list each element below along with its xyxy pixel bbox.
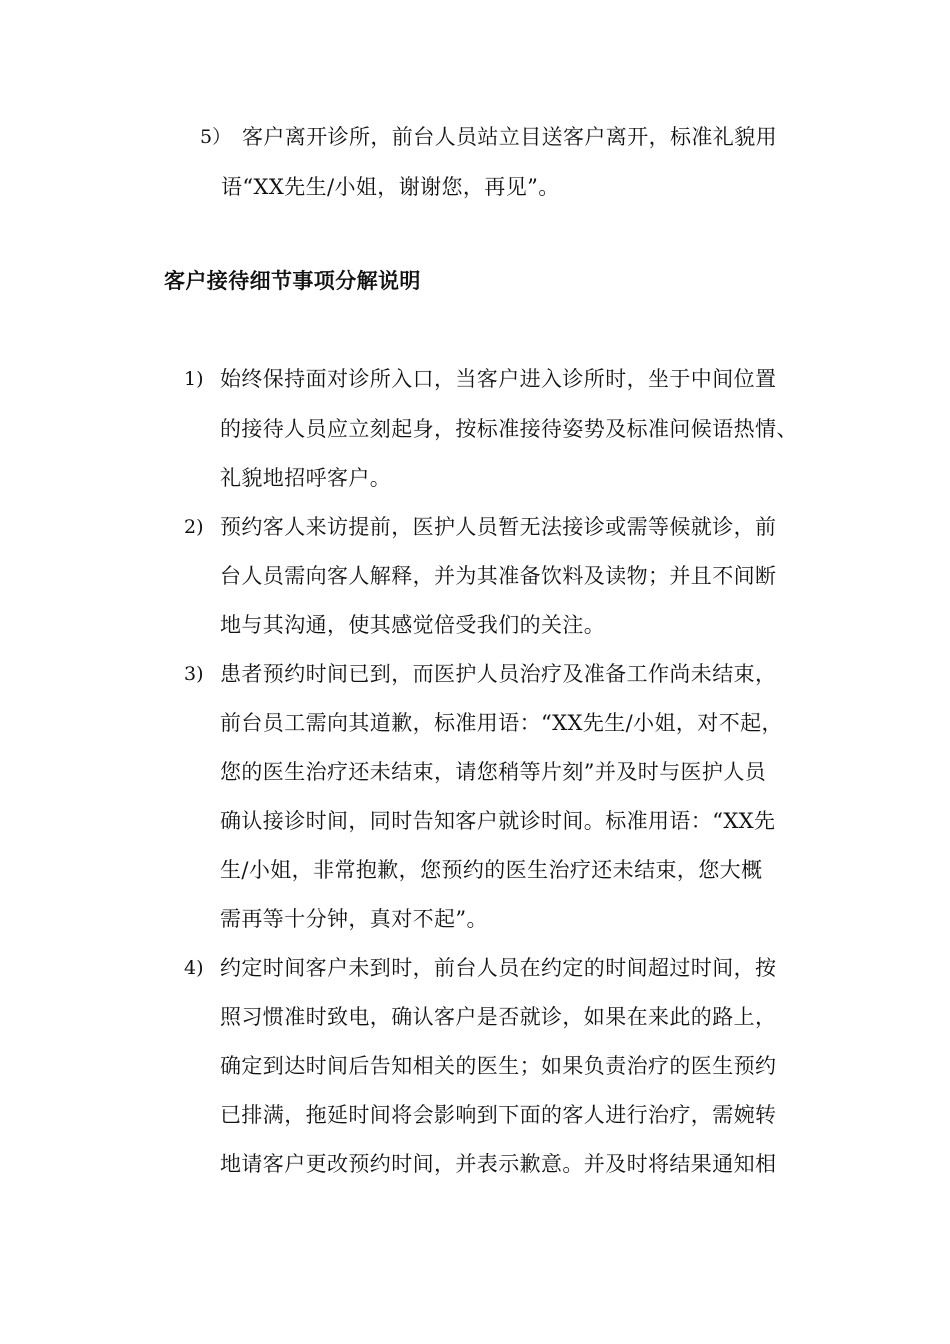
paragraph-line: 确定到达时间后告知相关的医生；如果负责治疗的医生预约 — [220, 1054, 777, 1078]
paragraph-line: 您的医生治疗还未结束，请您稍等片刻”并及时与医护人员 — [220, 760, 767, 784]
paragraph-line: 患者预约时间已到，而医护人员治疗及准备工作尚未结束， — [220, 662, 777, 686]
list-marker: 1) — [184, 368, 204, 390]
paragraph-line: 前台员工需向其道歉，标准用语：“XX先生/小姐，对不起， — [220, 711, 783, 735]
section-title: 客户接待细节事项分解说明 — [164, 268, 421, 293]
paragraph-line: 约定时间客户未到时，前台人员在约定的时间超过时间，按 — [220, 956, 777, 980]
paragraph-line: 始终保持面对诊所入口，当客户进入诊所时，坐于中间位置 — [220, 367, 777, 391]
list-marker: 5） — [200, 126, 232, 148]
paragraph-line: 照习惯准时致电，确认客户是否就诊，如果在来此的路上， — [220, 1005, 777, 1029]
paragraph-line: 生/小姐，非常抱歉，您预约的医生治疗还未结束，您大概 — [220, 858, 763, 882]
paragraph-line: 地请客户更改预约时间，并表示歉意。并及时将结果通知相 — [220, 1152, 777, 1176]
list-marker: 4) — [184, 957, 204, 979]
paragraph-line: 台人员需向客人解释，并为其准备饮料及读物；并且不间断 — [220, 564, 777, 588]
paragraph-line: 确认接诊时间，同时告知客户就诊时间。标准用语：“XX先 — [220, 809, 776, 833]
paragraph-line: 语“XX先生/小姐，谢谢您，再见”。 — [221, 175, 560, 199]
paragraph-line: 地与其沟通，使其感觉倍受我们的关注。 — [220, 613, 606, 637]
paragraph-line: 预约客人来访提前，医护人员暂无法接诊或需等候就诊，前 — [220, 515, 777, 539]
paragraph-line: 已排满，拖延时间将会影响到下面的客人进行治疗，需婉转 — [220, 1103, 777, 1127]
paragraph-line: 礼貌地招呼客户。 — [220, 466, 392, 490]
paragraph-line: 客户离开诊所，前台人员站立目送客户离开，标准礼貌用 — [242, 125, 777, 149]
list-marker: 3) — [184, 663, 204, 685]
paragraph-line: 的接待人员应立刻起身，按标准接待姿势及标准问候语热情、 — [220, 417, 798, 441]
list-marker: 2) — [184, 516, 204, 538]
paragraph-line: 需再等十分钟，真对不起”。 — [220, 907, 488, 931]
